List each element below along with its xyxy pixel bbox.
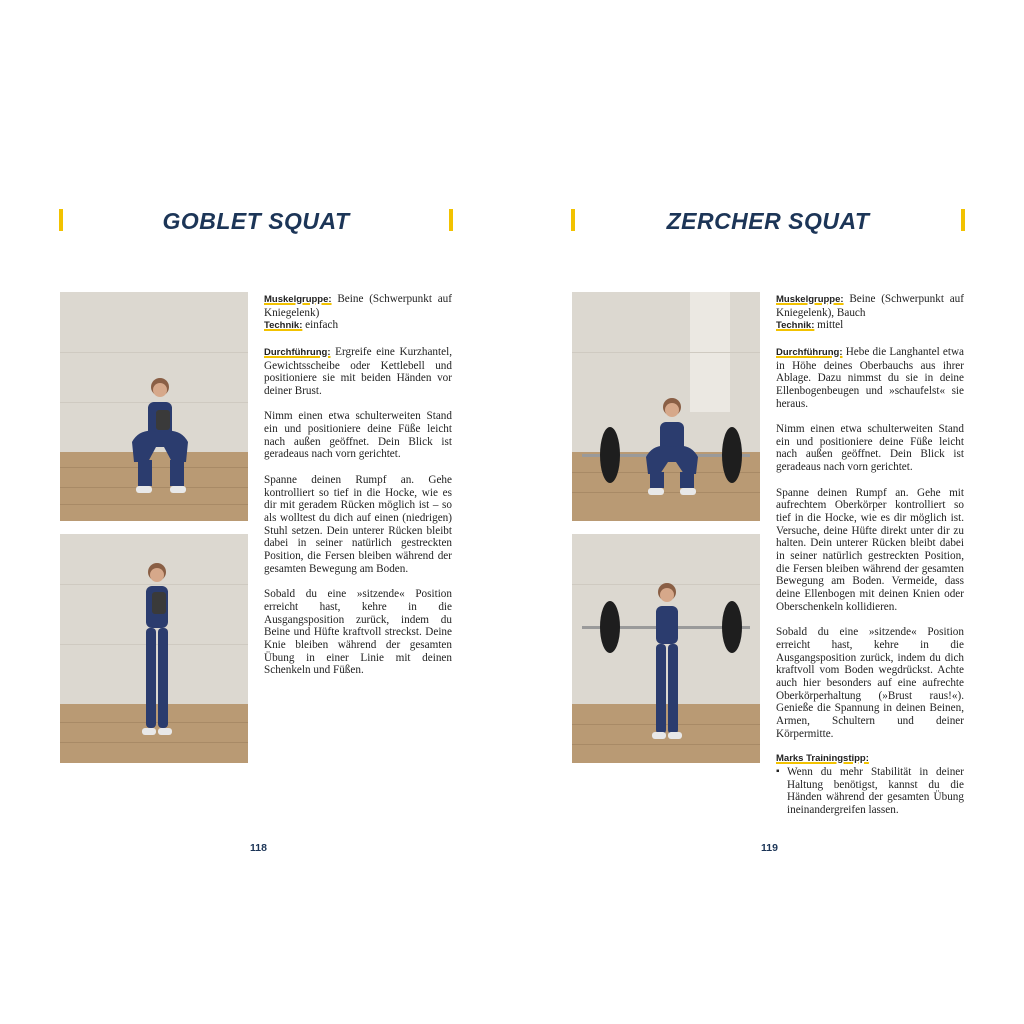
technique-value: einfach xyxy=(305,319,339,332)
page-title: GOBLET SQUAT xyxy=(162,208,350,234)
accent-bar-right xyxy=(961,209,965,231)
left-title-bar xyxy=(0,205,512,237)
paragraph-text: Nimm einen etwa schulterweiten Stand ein und positioniere deine Füße leicht nach außen geöffnet. Dein Blick ist geradeaus nach vorn gerichtet. xyxy=(264,410,452,461)
technique-label: Technik: xyxy=(264,320,303,332)
right-text-column xyxy=(776,293,964,817)
muscle-value: Beine (Schwerpunkt auf Kniegelenk) xyxy=(264,293,452,319)
right-title-bar xyxy=(512,205,1024,237)
execution-paragraph xyxy=(776,346,964,411)
goblet-squat-standing-photo xyxy=(60,534,248,763)
tip-label: Marks Trainingstipp: xyxy=(776,753,869,765)
muscle-info xyxy=(264,293,452,333)
tip-list xyxy=(776,766,964,817)
technique-value: mittel xyxy=(817,319,844,332)
paragraph-text: Sobald du eine »sitzende« Position erreicht hast, kehre in die Ausgangsposition zurück, indem du Beine und Hüfte kraftvoll streckst. Deine Knie bleiben während der gesamten Übung in einer Linie mit deinen Schenkeln und Füßen. xyxy=(264,588,452,677)
left-text-column xyxy=(264,293,452,690)
muscle-value: Beine (Schwerpunkt auf Kniegelenk), Bauch xyxy=(776,293,964,319)
muscle-label: Muskelgruppe: xyxy=(776,294,844,305)
right-page xyxy=(512,0,1024,1024)
paragraph-text: Ergreife eine Kurzhantel, Gewichtsscheibe oder Kettlebell und positioniere sie mit beiden Händen vor deiner Brust. xyxy=(264,345,452,397)
muscle-label: Muskelgruppe: xyxy=(264,294,332,305)
paragraph-text: Spanne deinen Rumpf an. Gehe mit aufrechtem Oberkörper kontrolliert so tief in die Hocke, wie es dir möglich ist. Versuche, deine Hüfte direkt unter dir zu halten. Dein unterer Rücken bleibt dabei in seiner natürlich gestreckten Position, die Fersen bleiben während der gesamten Bewegung am Boden. Vermeide, dass deine Ellenbogen mit deinen Knien oder Oberschenkeln kollidieren. xyxy=(776,486,964,613)
paragraph-text: Sobald du eine »sitzende« Position erreicht hast, kehre in die Ausgangsposition zurück, indem du dich kraftvoll vom Boden wegdrückst. Achte auch hier besonders auf eine aufrechte Oberkörperhaltung (»Brust raus!«). Genieße die Spannung in deinen Beinen, Armen, Schultern und deiner Körpermitte. xyxy=(776,626,964,740)
page-number: 119 xyxy=(761,842,778,854)
page-number: 118 xyxy=(250,842,267,854)
paragraph-text: Hebe die Langhantel etwa in Höhe deines Oberbauchs aus ihrer Ablage. Dazu nimmst du sie in deine Ellenbogenbeugen und »schaufelst« sie heraus. xyxy=(776,345,965,410)
zercher-squat-standing-photo xyxy=(572,534,760,763)
paragraph-text: Nimm einen etwa schulterweiten Stand ein und positioniere deine Füße leicht nach außen geöffnet. Dein Blick ist geradeaus nach vorn gerichtet. xyxy=(776,423,964,474)
page-title: ZERCHER SQUAT xyxy=(666,208,870,234)
zercher-squat-bottom-photo xyxy=(572,292,760,521)
muscle-info xyxy=(776,293,964,333)
technique-label: Technik: xyxy=(776,320,815,332)
accent-bar-right xyxy=(449,209,453,231)
paragraph-text: Spanne deinen Rumpf an. Gehe kontrolliert so tief in die Hocke, wie es dir mit geradem Rücken möglich ist – so als wolltest du dich auf einen (niedrigen) Stuhl setzen. Dein unterer Rücken bleibt dabei in seiner natürlich gestreckten Position, die Fersen bleiben während der gesamten Bewegung am Boden. xyxy=(264,473,452,575)
tip-item: ▪ Wenn du mehr Stabilität in deiner Haltung benötigst, kannst du die Händen während der gesamten Übung ineinandergreifen lassen. xyxy=(776,766,964,817)
execution-label: Durchführung: xyxy=(264,346,331,358)
execution-paragraph xyxy=(264,346,452,398)
goblet-squat-bottom-photo xyxy=(60,292,248,521)
execution-label: Durchführung: xyxy=(776,346,843,358)
